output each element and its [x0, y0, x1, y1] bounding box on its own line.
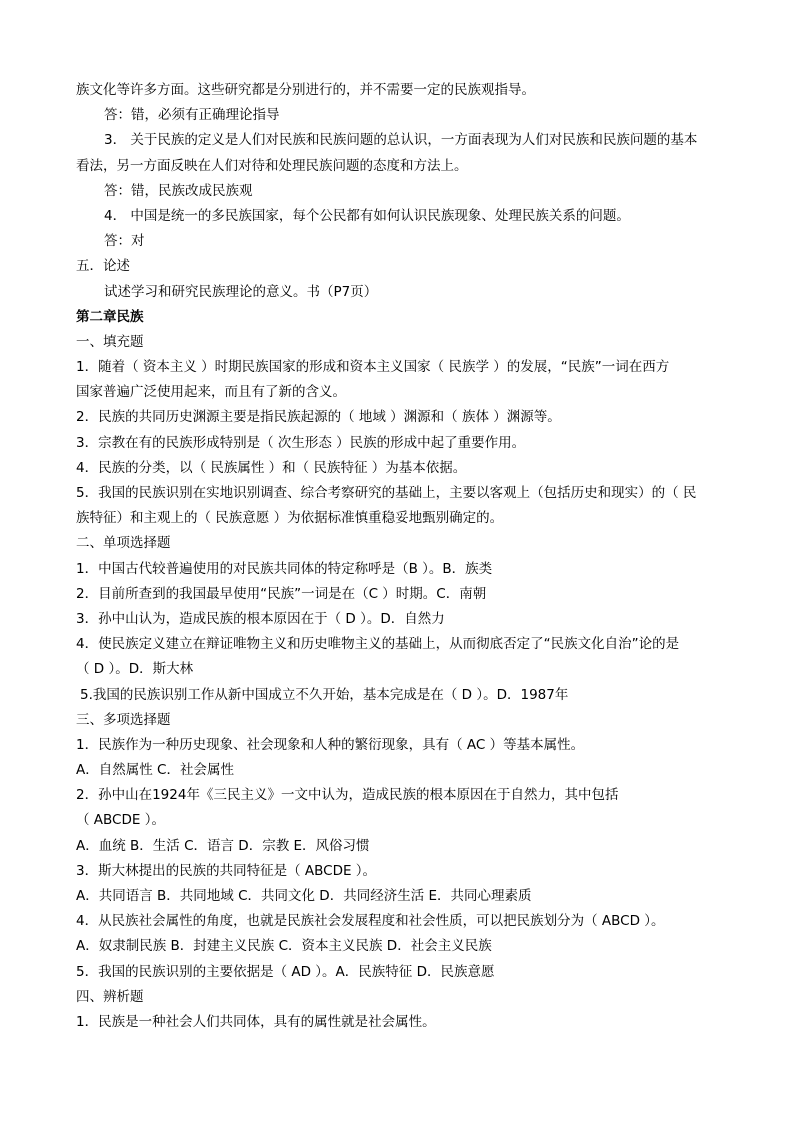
- options-line: A．奴隶制民族 B．封建主义民族 C．资本主义民族 D．社会主义民族: [76, 938, 492, 955]
- answer-line: 答：错，民族改成民族观: [104, 182, 253, 199]
- section-heading: 五．论述: [76, 258, 130, 275]
- text-line: （ ABCDE ）。: [76, 812, 165, 829]
- question-line: 2．孙中山在1924年《三民主义》一文中认为，造成民族的根本原因在于自然力，其中包括: [76, 787, 619, 804]
- options-line: A．共同语言 B．共同地域 C．共同文化 D．共同经济生活 E．共同心理素质: [76, 888, 532, 904]
- question-line: 3．宗教在有的民族形成特别是（ 次生形态 ）民族的形成中起了重要作用。: [76, 434, 526, 451]
- question-line: 1．民族是一种社会人们共同体，具有的属性就是社会属性。: [76, 1013, 436, 1030]
- answer-line: 答：错，必须有正确理论指导: [104, 107, 280, 124]
- question-line: 4． 中国是统一的多民族国家，每个公民都有如何认识民族现象、处理民族关系的问题。: [104, 207, 630, 224]
- question-line: 1．中国古代较普遍使用的对民族共同体的特定称呼是（B ）。B．族类: [76, 560, 493, 577]
- question-line: 4．从民族社会属性的角度，也就是民族社会发展程度和社会性质，可以把民族划分为（ ABCD ）。: [76, 913, 665, 930]
- text-line: 族特征）和主观上的（ 民族意愿 ）为依据标准慎重稳妥地甄别确定的。: [76, 510, 504, 527]
- question-line: 3．孙中山认为，造成民族的根本原因在于（ D ）。D．自然力: [76, 610, 445, 627]
- section-heading: 三、多项选择题: [76, 711, 171, 728]
- answer-line: 答：对: [104, 233, 145, 250]
- text-line: 试述学习和研究民族理论的意义。书（P7页）: [104, 283, 378, 300]
- question-line: 2．目前所查到的我国最早使用“民族”一词是在（C ）时期。C．南朝: [76, 585, 487, 602]
- question-line: 4．使民族定义建立在辩证唯物主义和历史唯物主义的基础上，从而彻底否定了“民族文化自治”论的是: [76, 636, 680, 653]
- question-line: 5．我国的民族识别的主要依据是（ AD ）。A．民族特征 D．民族意愿: [76, 963, 495, 980]
- question-line: 1．随着（ 资本主义 ）时期民族国家的形成和资本主义国家（ 民族学 ）的发展，“民族”一词在西方: [76, 359, 670, 376]
- section-heading: 四、辨析题: [76, 988, 144, 1005]
- question-line: 2．民族的共同历史渊源主要是指民族起源的（ 地域 ）渊源和（ 族体 ）渊源等。: [76, 409, 561, 426]
- text-line: 国家普遍广泛使用起来，而且有了新的含义。: [76, 384, 346, 401]
- document-page: [76, 78, 722, 1035]
- options-line: A．血统 B．生活 C．语言 D．宗教 E．风俗习惯: [76, 837, 370, 854]
- question-line: 3．斯大林提出的民族的共同特征是（ ABCDE ）。: [76, 862, 377, 879]
- section-heading: 一、填充题: [76, 333, 144, 350]
- question-line: 4．民族的分类，以（ 民族属性 ）和（ 民族特征 ）为基本依据。: [76, 459, 467, 476]
- section-heading: 二、单项选择题: [76, 535, 171, 552]
- text-line: （ D ）。D．斯大林: [76, 661, 194, 678]
- question-line: 5.我国的民族识别工作从新中国成立不久开始，基本完成是在（ D ）。D．1987年: [80, 686, 569, 703]
- question-line: 5．我国的民族识别在实地识别调查、综合考察研究的基础上，主要以客观上（包括历史和现实）的（ 民: [76, 485, 697, 501]
- text-line: 族文化等许多方面。这些研究都是分别进行的，并不需要一定的民族观指导。: [76, 82, 535, 98]
- question-line: 1．民族作为一种历史现象、社会现象和人种的繁衍现象，具有（ AC ）等基本属性。: [76, 736, 585, 753]
- question-line: 3． 关于民族的定义是人们对民族和民族问题的总认识，一方面表现为人们对民族和民族问题的基本: [104, 132, 698, 149]
- text-line: 看法，另一方面反映在人们对待和处理民族问题的态度和方法上。: [76, 157, 468, 174]
- chapter-title: 第二章民族: [76, 308, 144, 325]
- options-line: A．自然属性 C．社会属性: [76, 762, 234, 779]
